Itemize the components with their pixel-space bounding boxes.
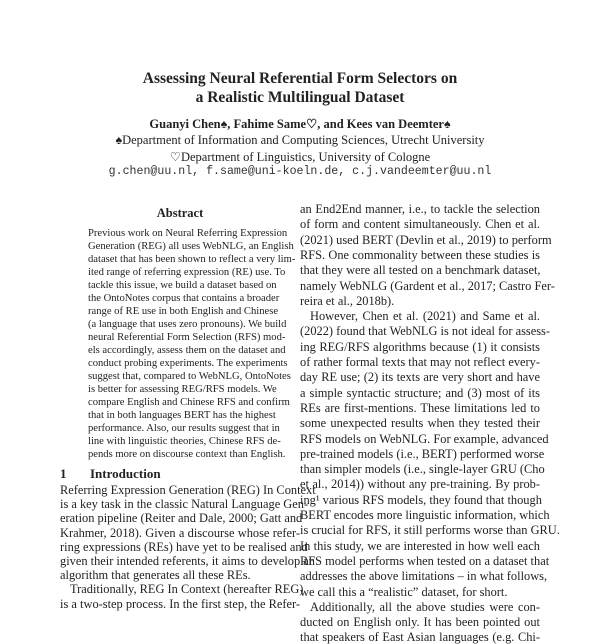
text-line: ing¹ various RFS models, they found that though bbox=[300, 492, 542, 507]
text-line: However, Chen et al. (2021) and Same et al. bbox=[310, 309, 540, 324]
section-number: 1 bbox=[60, 466, 67, 481]
text-line: range of RE use in both English and Chinese bbox=[88, 306, 279, 317]
text-line: day RE use; (2) its texts are very short and have bbox=[300, 370, 540, 385]
text-line: REs are first-mentions. These limitations led to bbox=[300, 400, 540, 415]
text-line: addresses the above limitations – in what follows, bbox=[300, 569, 548, 584]
text-line: is a two-step process. In the first step, the Refer- bbox=[60, 596, 300, 611]
text-line: Additionally, all the above studies were con- bbox=[310, 599, 540, 614]
affiliation-1: ♠Department of Information and Computing Sciences, Utrecht University bbox=[115, 133, 485, 147]
text-line: RFS model performs when tested on a dataset that bbox=[300, 553, 550, 568]
text-line: the OntoNotes corpus that contains a broader bbox=[88, 293, 280, 304]
text-line: pre-trained models (i.e., BERT) performed worse bbox=[300, 446, 545, 461]
text-line: of form and content simultaneously. Chen et al. bbox=[300, 217, 540, 232]
text-line: els accordingly, assess them on the dataset and bbox=[88, 345, 286, 356]
text-line: an End2End manner, i.e., to tackle the selection bbox=[300, 202, 540, 216]
text-line: of rather formal texts that may not reflect every- bbox=[300, 355, 540, 369]
text-line: reira et al., 2018b). bbox=[300, 293, 395, 308]
text-line: is a key task in the classic Natural Language Gen- bbox=[60, 497, 309, 512]
text-line: pends more on discourse context than English. bbox=[88, 449, 286, 460]
text-line: conduct probing experiments. The experiments bbox=[88, 358, 288, 369]
section-heading: Introduction bbox=[90, 466, 161, 481]
text-line: suggest that, compared to WebNLG, OntoNotes bbox=[88, 371, 291, 382]
text-line: ing REG/RFS algorithms because (1) it consists bbox=[300, 339, 540, 354]
text-line: BERT encodes more linguistic information, which bbox=[300, 508, 550, 522]
affiliation-2: ♡Department of Linguistics, University of Cologne bbox=[169, 150, 431, 164]
text-line: namely WebNLG (Gardent et al., 2017; Castro Fer- bbox=[300, 278, 555, 293]
text-line: ducted on English only. It has been pointed out bbox=[300, 615, 540, 630]
text-line: that speakers of East Asian languages (e.g. Chi- bbox=[300, 630, 540, 644]
abstract-heading: Abstract bbox=[156, 206, 204, 220]
text-line: is better for assessing REG/RFS models. We bbox=[88, 384, 277, 395]
authors: Guanyi Chen♠, Fahime Same♡, and Kees van Deemter♠ bbox=[149, 117, 451, 131]
text-line: neural Referential Form Selection (RFS) mod- bbox=[88, 332, 286, 343]
text-line: that they were all tested on a benchmark dataset, bbox=[300, 263, 541, 278]
text-line: Referring Expression Generation (REG) In Context bbox=[60, 483, 316, 497]
text-line: compare English and Chinese RFS and confirm bbox=[88, 397, 290, 408]
text-line: Generation (REG) all uses WebNLG, an English bbox=[88, 241, 294, 252]
text-line: that in both languages BERT has the highest bbox=[88, 410, 276, 421]
text-line: some unexpected results when they tested their bbox=[300, 416, 540, 431]
text-line: Traditionally, REG In Context (hereafter REG) bbox=[70, 582, 304, 597]
text-line: is crucial for RFS, it still performs worse than GRU. bbox=[300, 523, 560, 538]
text-line: a simple syntactic structure; and (3) most of its bbox=[300, 385, 540, 400]
text-line: Previous work on Neural Referring Expression bbox=[88, 228, 288, 239]
text-line: performance. Also, our results suggest that in bbox=[88, 423, 280, 434]
text-line: we call this a “realistic” dataset, for short. bbox=[300, 584, 508, 599]
text-line: than simpler models (i.e., single-layer GRU (Cho bbox=[300, 462, 545, 477]
text-line: ited range of referring expression (RE) use. To bbox=[88, 267, 286, 278]
text-line: dataset that has been shown to reflect a very lim- bbox=[88, 254, 296, 265]
paper-title-line-1: Assessing Neural Referential Form Selectors on bbox=[142, 70, 458, 87]
text-line: (2021) used BERT (Devlin et al., 2019) to perform bbox=[300, 232, 552, 247]
text-line: RFS models on WebNLG. For example, advanced bbox=[300, 431, 549, 446]
author-emails: g.chen@uu.nl, f.same@uni-koeln.de, c.j.vandeemter@uu.nl bbox=[108, 165, 492, 178]
text-line: In this study, we are interested in how well each bbox=[300, 538, 540, 553]
text-line: given their intended referents, it aims to develop an bbox=[60, 554, 315, 568]
text-line: algorithm that generates all these REs. bbox=[60, 568, 251, 583]
text-line: tackle this issue, we build a dataset based on bbox=[88, 280, 277, 291]
text-line: Krahmer, 2018). Given a discourse whose refer- bbox=[60, 525, 300, 540]
text-line: eration pipeline (Reiter and Dale, 2000; Gatt and bbox=[60, 511, 303, 526]
text-line: (2022) found that WebNLG is not ideal for assess- bbox=[300, 324, 550, 339]
text-line: line with linguistic theories, Chinese RFS de- bbox=[88, 436, 281, 447]
text-line: ring expressions (REs) have yet to be realised and bbox=[60, 539, 308, 554]
text-line: et al., 2014)) without any pre-training. By prob- bbox=[300, 477, 540, 492]
text-line: (a language that uses zero pronouns). We build bbox=[88, 319, 287, 330]
paper-title-line-2: a Realistic Multilingual Dataset bbox=[195, 89, 405, 106]
text-line: RFS. One commonality between these studies is bbox=[300, 247, 540, 262]
